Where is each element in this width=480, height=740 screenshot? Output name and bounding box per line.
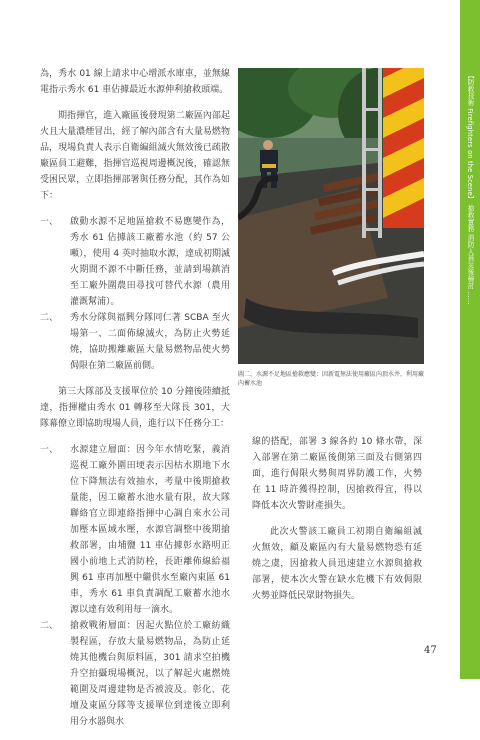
list-item <box>40 442 230 618</box>
list-item-number: 二、 <box>40 621 59 631</box>
list-item-text: 搶救戰術層面：因起火點位於工廠紡織製程區，存放大量易燃物品，為防止延燒其他機台與原料區，301 請求空拍機升空拍攝現場概況，以了解起火處燃燒範圍及周邊建物是否被波及。彰化、花壇及東區分隊等支援單位到達後立即利用分水器與水 <box>70 621 230 727</box>
side-band-text: 【防救技術 Firefighters on the Scene】 搶救實務 消防人員災後檢討 …… <box>466 72 474 305</box>
list-item <box>40 618 230 730</box>
paragraph-deployment: 線的搭配，部署 3 線各約 10 條水帶，深入部署在第二廠區後側第三面及右側第四面，進行侷限火勢與周界防護工作，火勢在 11 時許獲得控制，因搶救得宜，得以降低本次火警財產損失。 <box>252 437 422 511</box>
action-list-2 <box>40 442 230 730</box>
paragraph-commander: 期指揮官，進入廠區後發現第二廠區內部起火且大量濃煙冒出，經了解內部含有大量易燃物品，現場負責人表示自衛編組滅火無效後已疏散廠區員工避難，指揮官巡視周邊概況後，確認無受困民眾，立即指揮部署與任務分配，其作為如下： <box>40 111 230 201</box>
paragraph-conclusion: 此次火警該工廠員工初期自衛編組滅火無效，顧及廠區內有大量易燃物恐有延燒之虞，因搶救人員迅速建立水源與搶救部署，使本次火警在缺水危機下有效侷限火勢並降低民眾財物損失。 <box>252 527 422 601</box>
action-list-1 <box>40 214 230 374</box>
list-item-text: 啟動水源不足地區搶救不易應變作為，秀水 61 佔據該工廠蓄水池（約 57 公噸），使用 4 英吋抽取水源，達成初期滅火期間不源不中斷任務，並請到場鎮消至工廠外圍農田尋找可替代水源（農用灌溉幫浦）。 <box>70 217 230 307</box>
list-item-number: 一、 <box>40 445 59 455</box>
list-item <box>40 310 230 374</box>
list-item-number: 二、 <box>40 313 59 323</box>
paragraph-battalion: 第三大隊部及支援單位於 10 分鐘後陸續抵達，指揮權由秀水 01 轉移至大隊長 301，大隊幕僚立即協助現場人員，進行以下任務分工： <box>40 387 230 429</box>
scene-photo <box>238 68 424 364</box>
list-item-number: 一、 <box>40 217 59 227</box>
side-band <box>460 0 480 679</box>
scene-photo-illustration <box>238 68 424 364</box>
left-column <box>40 66 230 740</box>
list-item-text: 秀水分隊與福興分隊同仁著 SCBA 至火場第一、二面佈線滅火，為防止火勢延燒，協助搬離廠區大量易燃物品使火勢侷限在第二廠區前側。 <box>70 313 230 371</box>
photo-caption: 圖二、水源不足地區搶救應變：因新電無法使用廠區內頂水井，利用廠內蓄水池 <box>238 371 425 387</box>
page-number: 47 <box>424 645 437 656</box>
list-item-text: 水源建立層面：因今年水情吃緊，義消巡視工廠外圍田埂表示因枯水期地下水位下降無法有效抽水，考量中後期搶救量能，因工廠蓄水池水量有限，故大隊聯絡官立即連絡指揮中心調自來水公司加壓本區域水壓，水源官調整中後期搶救部署，由埔鹽 11 車佔據彰水路明正國小前地上式消防栓，長距離佈線給福興 61 車再加壓中繼供水至廠內東區 61 車，秀水 61 車負責調配工廠蓄水池水源以達有效利用每一滴水。 <box>70 445 230 615</box>
intro-paragraph: 為，秀水 01 線上請求中心增派水庫車，並無線電指示秀水 61 車佔據最近水源伸利搶救頭端。 <box>40 69 230 95</box>
list-item <box>40 214 230 310</box>
right-column <box>252 434 422 614</box>
